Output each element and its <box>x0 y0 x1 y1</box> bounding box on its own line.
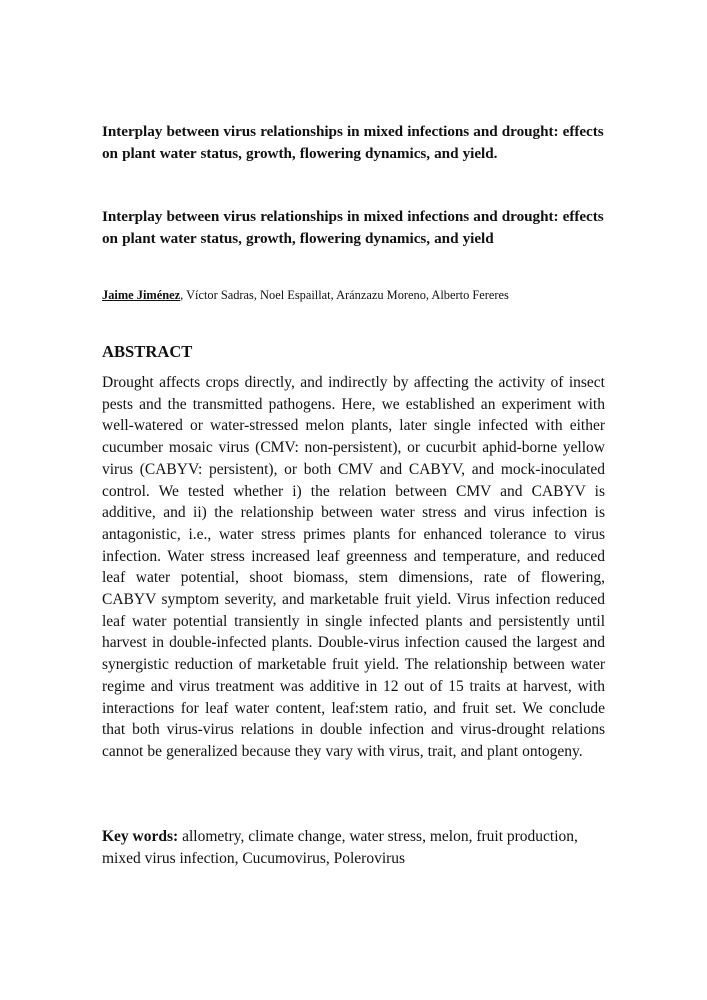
keywords-label: Key words: <box>102 828 179 845</box>
keywords-text: allometry, climate change, water stress, melon, fruit production, mixed virus infection, Cucumovirus, Polerovirus <box>102 828 578 867</box>
paper-title-repeat: Interplay between virus relationships in mixed infections and drought: effects on plant water status, growth, flowering dynamics, and yield <box>102 208 604 247</box>
abstract-heading: ABSTRACT <box>102 342 193 361</box>
presenting-author: Jaime Jiménez <box>102 288 181 302</box>
author-list <box>102 285 605 305</box>
keywords <box>102 826 605 870</box>
paper-title: Interplay between virus relationships in mixed infections and drought: effects on plant water status, growth, flowering dynamics, and yield. <box>102 123 604 162</box>
co-authors: , Víctor Sadras, Noel Espaillat, Aránzazu Moreno, Alberto Fereres <box>180 288 509 302</box>
abstract-body: Drought affects crops directly, and indirectly by affecting the activity of insect pests and the transmitted pathogens. Here, we established an experiment with well-watered or water-stressed melon plants, later single infected with either cucumber mosaic virus (CMV: non-persistent), or cucurbit aphid-borne yellow virus (CABYV: persistent), or both CMV and CABYV, and mock-inoculated control. We tested whether i) the relation between CMV and CABYV is additive, and ii) the relationship between water stress and virus infection is antagonistic, i.e., water stress primes plants for enhanced tolerance to virus infection. Water stress increased leaf greenness and temperature, and reduced leaf water potential, shoot biomass, stem dimensions, rate of flowering, CABYV symptom severity, and marketable fruit yield. Virus infection reduced leaf water potential transiently in single infected plants and persistently until harvest in double-infected plants. Double-virus infection caused the largest and synergistic reduction of marketable fruit yield. The relationship between water regime and virus treatment was additive in 12 out of 15 traits at harvest, with interactions for leaf water content, leaf:stem ratio, and fruit set. We conclude that both virus-virus relations in double infection and virus-drought relations cannot be generalized because they vary with virus, trait, and plant ontogeny. <box>102 374 605 760</box>
